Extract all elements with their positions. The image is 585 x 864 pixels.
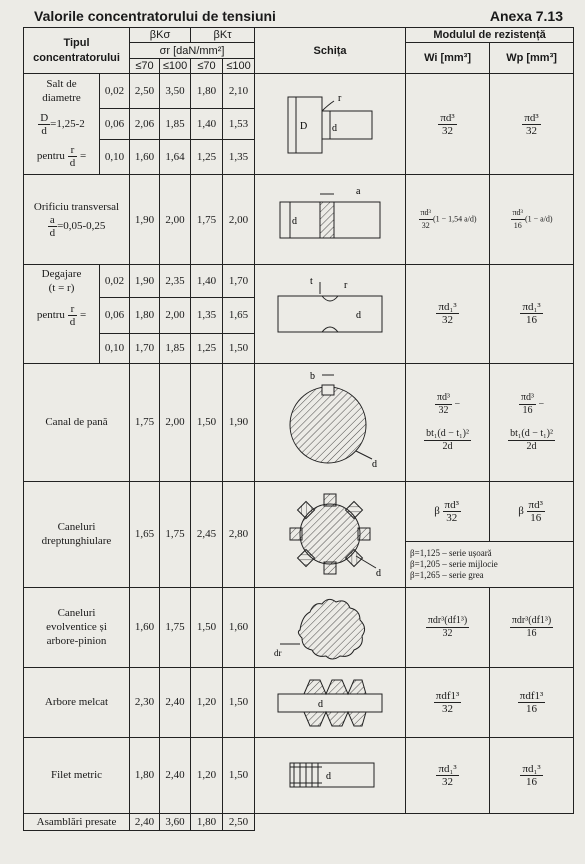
value: 1,60: [130, 587, 160, 667]
value: 2,00: [223, 175, 255, 265]
value: 2,40: [130, 813, 160, 830]
value: 2,10: [223, 74, 255, 109]
salt-wp: $\frac{\text{πd³}}{32}$: [490, 74, 574, 175]
value: 2,06: [130, 109, 160, 140]
degajare-wi: $\frac{\text{πd₁³}}{32}$: [406, 265, 490, 364]
value: 1,85: [160, 333, 191, 363]
value: 1,75: [160, 587, 191, 667]
filet-wi: $\frac{\text{πd₁³}}{32}$: [406, 737, 490, 813]
header-type: Tipul concentratorului: [24, 28, 130, 74]
value: 2,00: [160, 297, 191, 333]
value: 1,60: [223, 587, 255, 667]
value: 2,50: [130, 74, 160, 109]
value: 1,35: [223, 140, 255, 175]
salt-label: Salt de diametre: [24, 74, 100, 109]
value: 2,35: [160, 265, 191, 298]
caneluri-d-wi: β $\frac{\text{πd³}}{32}$: [406, 481, 490, 541]
value: 1,50: [191, 363, 223, 481]
header-sigma: σr [daN/mm²]: [130, 43, 255, 59]
header-beta-ko: βKσ: [130, 28, 191, 43]
salt-wi: $\frac{\text{πd³}}{32}$: [406, 74, 490, 175]
value: 1,64: [160, 140, 191, 175]
value: 2,40: [160, 667, 191, 737]
label-d: d: [292, 215, 298, 227]
value: 1,70: [223, 265, 255, 298]
value: 1,20: [191, 667, 223, 737]
salt-pentru: pentru $\frac{r}{d}$ =: [24, 140, 100, 175]
canal-label: Canal de pană: [24, 363, 130, 481]
caneluri-d-wp: β $\frac{\text{πd³}}{16}$: [490, 481, 574, 541]
header-wi: Wi [mm³]: [406, 43, 490, 74]
sketch-degajare: [255, 265, 406, 364]
orificiu-wp: $\frac{\text{πd³}}{16}$ (1 − a/d): [490, 175, 574, 265]
label-d: d: [372, 459, 378, 470]
caneluri-e-wi: $\frac{\text{πdr³(df1³)}}{32}$: [406, 587, 490, 667]
header-wp: Wp [mm³]: [490, 43, 574, 74]
value: 1,40: [191, 109, 223, 140]
header-sub-1: ≤70: [130, 59, 160, 74]
degajare-k-2: 0,06: [100, 297, 130, 333]
header-modulus: Modulul de rezistență: [406, 28, 574, 43]
header-sketch: Schița: [255, 28, 406, 74]
value: 1,90: [130, 175, 160, 265]
value: 1,50: [223, 333, 255, 363]
label-dr: dr: [274, 648, 282, 658]
value: 2,50: [223, 813, 255, 830]
presate-empty: [406, 813, 490, 830]
value: 1,75: [160, 481, 191, 587]
canal-wi: $\frac{\text{πd³}}{32}$ − $\frac{\text{bt₁(d − t₁)²}}{2d}$: [406, 363, 490, 481]
value: 1,65: [130, 481, 160, 587]
salt-k-2: 0,06: [100, 109, 130, 140]
salt-k-3: 0,10: [100, 140, 130, 175]
value: 1,60: [130, 140, 160, 175]
concentrator-table: [23, 27, 574, 831]
label-d: d: [326, 771, 332, 782]
degajare-wp: $\frac{\text{πd₁³}}{16}$: [490, 265, 574, 364]
value: 1,53: [223, 109, 255, 140]
melcat-wi: $\frac{\text{πdf1³}}{32}$: [406, 667, 490, 737]
value: 2,30: [130, 667, 160, 737]
salt-k-1: 0,02: [100, 74, 130, 109]
value: 1,50: [223, 737, 255, 813]
sketch-melcat: [255, 667, 406, 737]
value: 1,40: [191, 265, 223, 298]
value: 2,45: [191, 481, 223, 587]
canal-wp: $\frac{\text{πd³}}{16}$ − $\frac{\text{bt₁(d − t₁)²}}{2d}$: [490, 363, 574, 481]
label-a: a: [356, 185, 361, 197]
value: 1,80: [130, 297, 160, 333]
caneluri-d-label: Caneluri dreptunghiulare: [24, 481, 130, 587]
filet-label: Filet metric: [24, 737, 130, 813]
degajare-empty: [24, 333, 100, 363]
value: 1,90: [130, 265, 160, 298]
caneluri-e-wp: $\frac{\text{πdr³(df1³)}}{16}$: [490, 587, 574, 667]
label-b: b: [310, 371, 316, 382]
degajare-pentru: pentru $\frac{r}{d}$ =: [24, 297, 100, 333]
value: 2,00: [160, 175, 191, 265]
value: 3,60: [160, 813, 191, 830]
label-t: t: [310, 275, 313, 287]
sketch-filet: [255, 737, 406, 813]
degajare-k-1: 0,02: [100, 265, 130, 298]
value: 1,90: [223, 363, 255, 481]
sketch-canal: [255, 363, 406, 481]
label-d: d: [318, 699, 324, 710]
value: 1,80: [130, 737, 160, 813]
value: 1,85: [160, 109, 191, 140]
header-sub-2: ≤100: [160, 59, 191, 74]
value: 2,00: [160, 363, 191, 481]
label-D: D: [300, 121, 308, 132]
annex-label: Anexa 7.13: [489, 8, 563, 24]
value: 1,20: [191, 737, 223, 813]
value: 1,35: [191, 297, 223, 333]
header-sub-3: ≤70: [191, 59, 223, 74]
label-d: d: [376, 568, 382, 579]
melcat-wp: $\frac{\text{πdf1³}}{16}$: [490, 667, 574, 737]
value: 1,65: [223, 297, 255, 333]
value: 3,50: [160, 74, 191, 109]
label-r: r: [344, 279, 348, 291]
value: 1,80: [191, 813, 223, 830]
page-title: Valorile concentratorului de tensiuni: [34, 8, 276, 24]
value: 2,80: [223, 481, 255, 587]
presate-empty: [490, 813, 574, 830]
melcat-label: Arbore melcat: [24, 667, 130, 737]
value: 1,25: [191, 333, 223, 363]
label-d: d: [356, 309, 362, 321]
sketch-salt: [255, 74, 406, 175]
presate-label: Asamblări presate: [24, 813, 130, 830]
degajare-label: Degajare (t = r): [24, 265, 100, 298]
header-beta-kt: βKτ: [191, 28, 255, 43]
orificiu-label: Orificiu transversal $\frac{a}{d}$ =0,05-0,25: [24, 175, 130, 265]
value: 1,80: [191, 74, 223, 109]
caneluri-d-notes: β=1,125 – serie ușoară β=1,205 – serie mijlocie β=1,265 – serie grea: [406, 541, 574, 587]
sketch-caneluri-e: [255, 587, 406, 667]
filet-wp: $\frac{\text{πd₁³}}{16}$: [490, 737, 574, 813]
degajare-k-3: 0,10: [100, 333, 130, 363]
orificiu-wi: $\frac{\text{πd³}}{32}$ (1 − 1,54 a/d): [406, 175, 490, 265]
sketch-orificiu: [255, 175, 406, 265]
value: 2,40: [160, 737, 191, 813]
label-r: r: [338, 93, 342, 104]
caneluri-e-label: Caneluri evolventice și arbore-pinion: [24, 587, 130, 667]
value: 1,25: [191, 140, 223, 175]
value: 1,70: [130, 333, 160, 363]
salt-ratio: $\frac{D}{d}$ =1,25-2: [24, 109, 100, 140]
label-d: d: [332, 123, 338, 134]
value: 1,75: [191, 175, 223, 265]
header-sub-4: ≤100: [223, 59, 255, 74]
presate-sketch-empty: [255, 813, 406, 830]
value: 1,75: [130, 363, 160, 481]
value: 1,50: [223, 667, 255, 737]
value: 1,50: [191, 587, 223, 667]
sketch-caneluri-d: [255, 481, 406, 587]
